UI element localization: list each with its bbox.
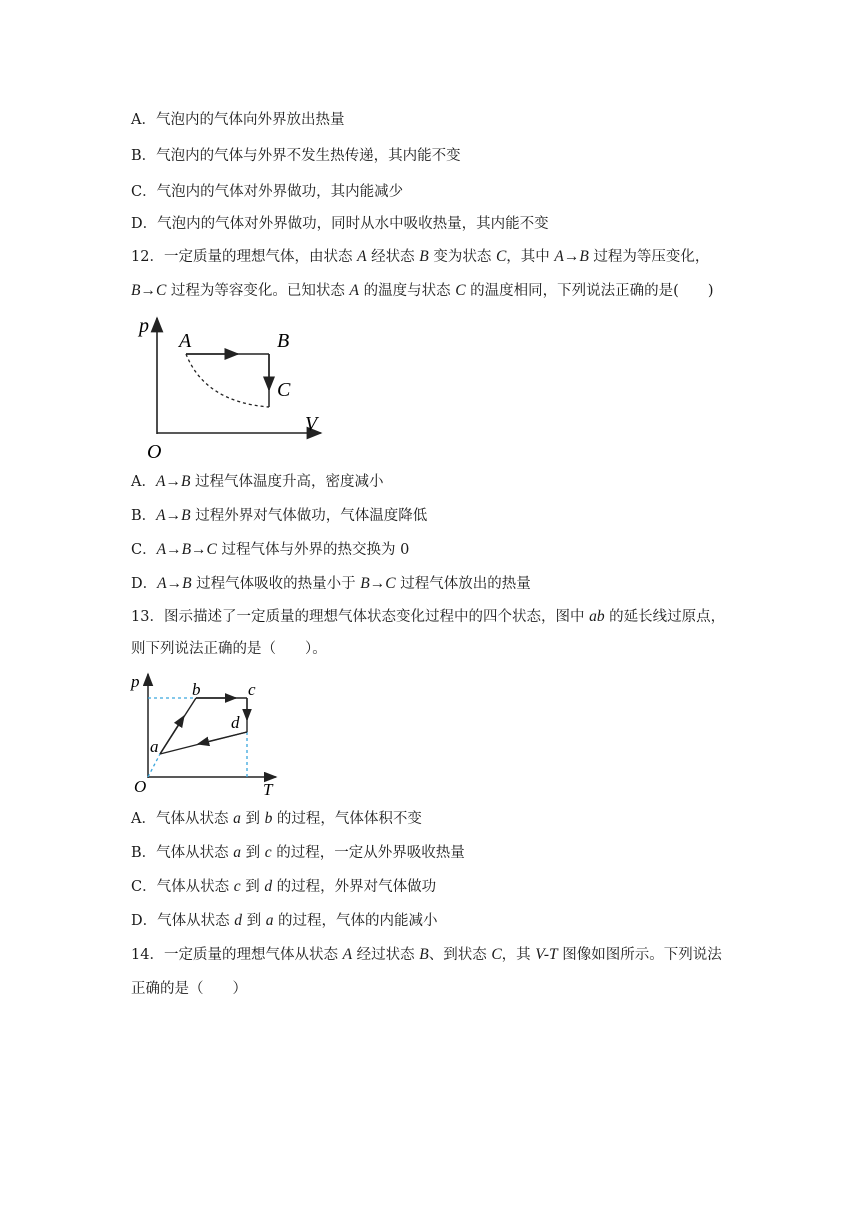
q12-option-b: B．A→B 过程外界对气体做功，气体温度降低 — [131, 507, 428, 524]
q13-pt-diagram — [130, 670, 280, 798]
q12-pv-diagram — [135, 312, 330, 462]
q13-label-p: p — [131, 672, 140, 691]
q13-option-b: B．气体从状态 a 到 c 的过程，一定从外界吸收热量 — [131, 844, 465, 861]
q12-label-c: C — [277, 379, 291, 401]
q13-option-c: C．气体从状态 c 到 d 的过程，外界对气体做功 — [131, 878, 437, 895]
q13-option-d: D．气体从状态 d 到 a 的过程，气体的内能减小 — [131, 912, 438, 929]
q12-label-o: O — [147, 441, 162, 462]
q12-isotherm-curve — [186, 354, 269, 407]
q13-stem-line1: 13．图示描述了一定质量的理想气体状态变化过程中的四个状态，图中 ab 的延长线过原点， — [131, 608, 726, 625]
q13-option-a: A．气体从状态 a 到 b 的过程，气体体积不变 — [131, 810, 422, 827]
q12-stem-line1: 12．一定质量的理想气体，由状态 A 经状态 B 变为状态 C，其中 A→B 过程为等压变化， — [131, 248, 710, 265]
q11-option-d: D．气泡内的气体对外界做功，同时从水中吸收热量，其内能不变 — [131, 216, 549, 232]
q11-option-c: C．气泡内的气体对外界做功，其内能减少 — [131, 184, 404, 200]
q13-label-o: O — [134, 777, 147, 796]
q13-label-b: b — [192, 680, 201, 699]
q13-label-a: a — [150, 737, 159, 756]
q12-label-b: B — [277, 330, 290, 352]
q13-guide-origin-a — [148, 754, 160, 777]
q11-option-b: B．气泡内的气体与外界不发生热传递，其内能不变 — [131, 148, 461, 164]
q12-option-c: C．A→B→C 过程气体与外界的热交换为 0 — [131, 541, 410, 558]
q12-label-v: V — [305, 413, 318, 435]
q12-option-d: D．A→B 过程气体吸收的热量小于 B→C 过程气体放出的热量 — [131, 575, 531, 592]
q13-arrow-da — [198, 732, 247, 744]
q11-option-a: A．气泡内的气体向外界放出热量 — [131, 112, 345, 128]
q13-label-d: d — [231, 713, 240, 732]
q12-option-a: A．A→B 过程气体温度升高，密度减小 — [131, 473, 384, 490]
q12-label-a: A — [179, 330, 192, 352]
q14-stem-line2: 正确的是（ ） — [131, 981, 247, 997]
q14-stem-line1: 14．一定质量的理想气体从状态 A 经过状态 B、到状态 C，其 V-T 图像如图所示。下列说法 — [131, 946, 722, 963]
q12-stem-line2: B→C 过程为等容变化。已知状态 A 的温度与状态 C 的温度相同，下列说法正确的是( ) — [131, 282, 714, 299]
q13-label-c: c — [248, 680, 256, 699]
q13-label-t: T — [263, 780, 273, 798]
q12-label-p: p — [139, 315, 149, 337]
q13-stem-line2: 则下列说法正确的是（ ）。 — [131, 641, 327, 657]
